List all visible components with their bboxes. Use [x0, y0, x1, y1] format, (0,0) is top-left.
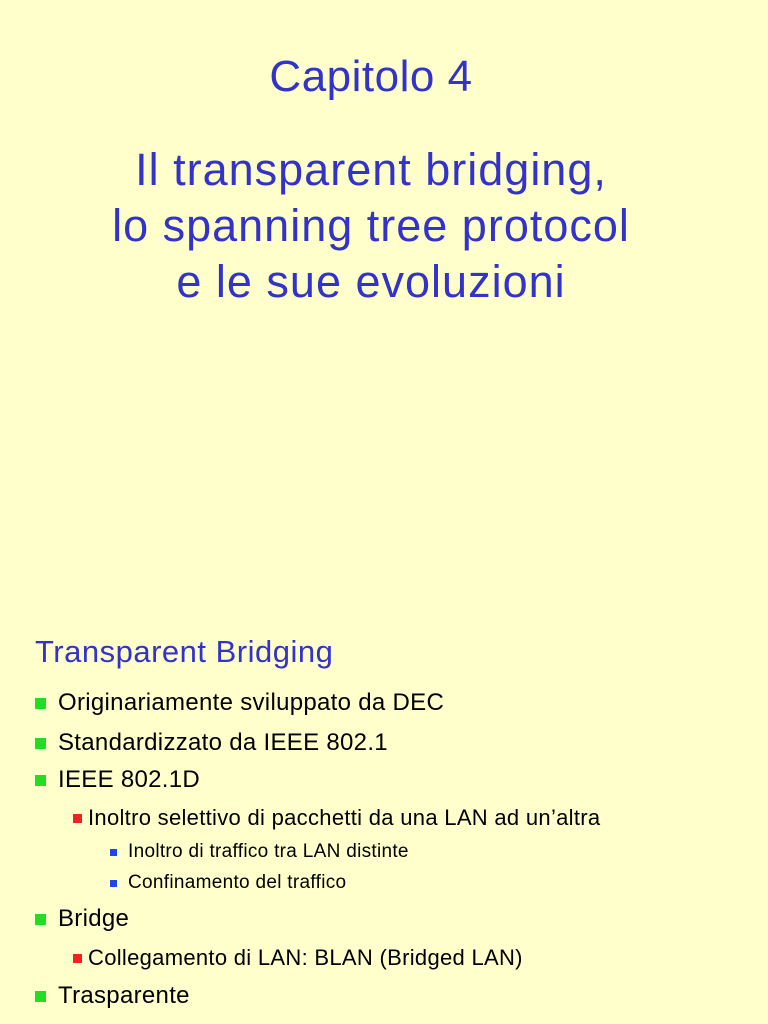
green-square-bullet-icon	[35, 914, 46, 925]
red-square-bullet-icon	[73, 954, 82, 963]
chapter-title	[0, 142, 742, 310]
bullet-item	[35, 687, 444, 719]
bullet-item	[35, 727, 388, 759]
bullet-text: IEEE 802.1D	[58, 766, 201, 793]
bullet-text: Trasparente	[58, 982, 190, 1009]
sub-sub-bullet-text: Confinamento del traffico	[128, 872, 347, 893]
sub-sub-bullet-item	[110, 869, 346, 897]
sub-bullet-item	[73, 943, 523, 973]
sub-bullet-text: Collegamento di LAN: BLAN (Bridged LAN)	[88, 945, 523, 970]
title-line-3: e le sue evoluzioni	[176, 256, 566, 307]
sub-bullet-text: Inoltro selettivo di pacchetti da una LAN ad un’altra	[88, 805, 601, 830]
bullet-item	[35, 903, 129, 935]
slide-title: Transparent Bridging	[35, 634, 334, 669]
title-line-2: lo spanning tree protocol	[112, 200, 630, 251]
sub-bullet-item	[73, 803, 600, 833]
green-square-bullet-icon	[35, 991, 46, 1002]
slide-transparent-bridging	[0, 620, 768, 1024]
blue-square-bullet-icon	[110, 849, 117, 856]
sub-sub-bullet-text: Inoltro di traffico tra LAN distinte	[128, 841, 409, 862]
bullet-text: Standardizzato da IEEE 802.1	[58, 729, 388, 756]
red-square-bullet-icon	[73, 814, 82, 823]
bullet-item	[35, 980, 190, 1012]
chapter-heading: Capitolo 4	[269, 52, 473, 101]
bullet-text: Originariamente sviluppato da DEC	[58, 689, 445, 716]
bullet-item	[35, 764, 200, 796]
green-square-bullet-icon	[35, 775, 46, 786]
green-square-bullet-icon	[35, 738, 46, 749]
sub-sub-bullet-item	[110, 838, 409, 866]
bullet-text: Bridge	[58, 905, 130, 932]
green-square-bullet-icon	[35, 698, 46, 709]
blue-square-bullet-icon	[110, 880, 117, 887]
title-line-1: Il transparent bridging,	[135, 144, 607, 195]
